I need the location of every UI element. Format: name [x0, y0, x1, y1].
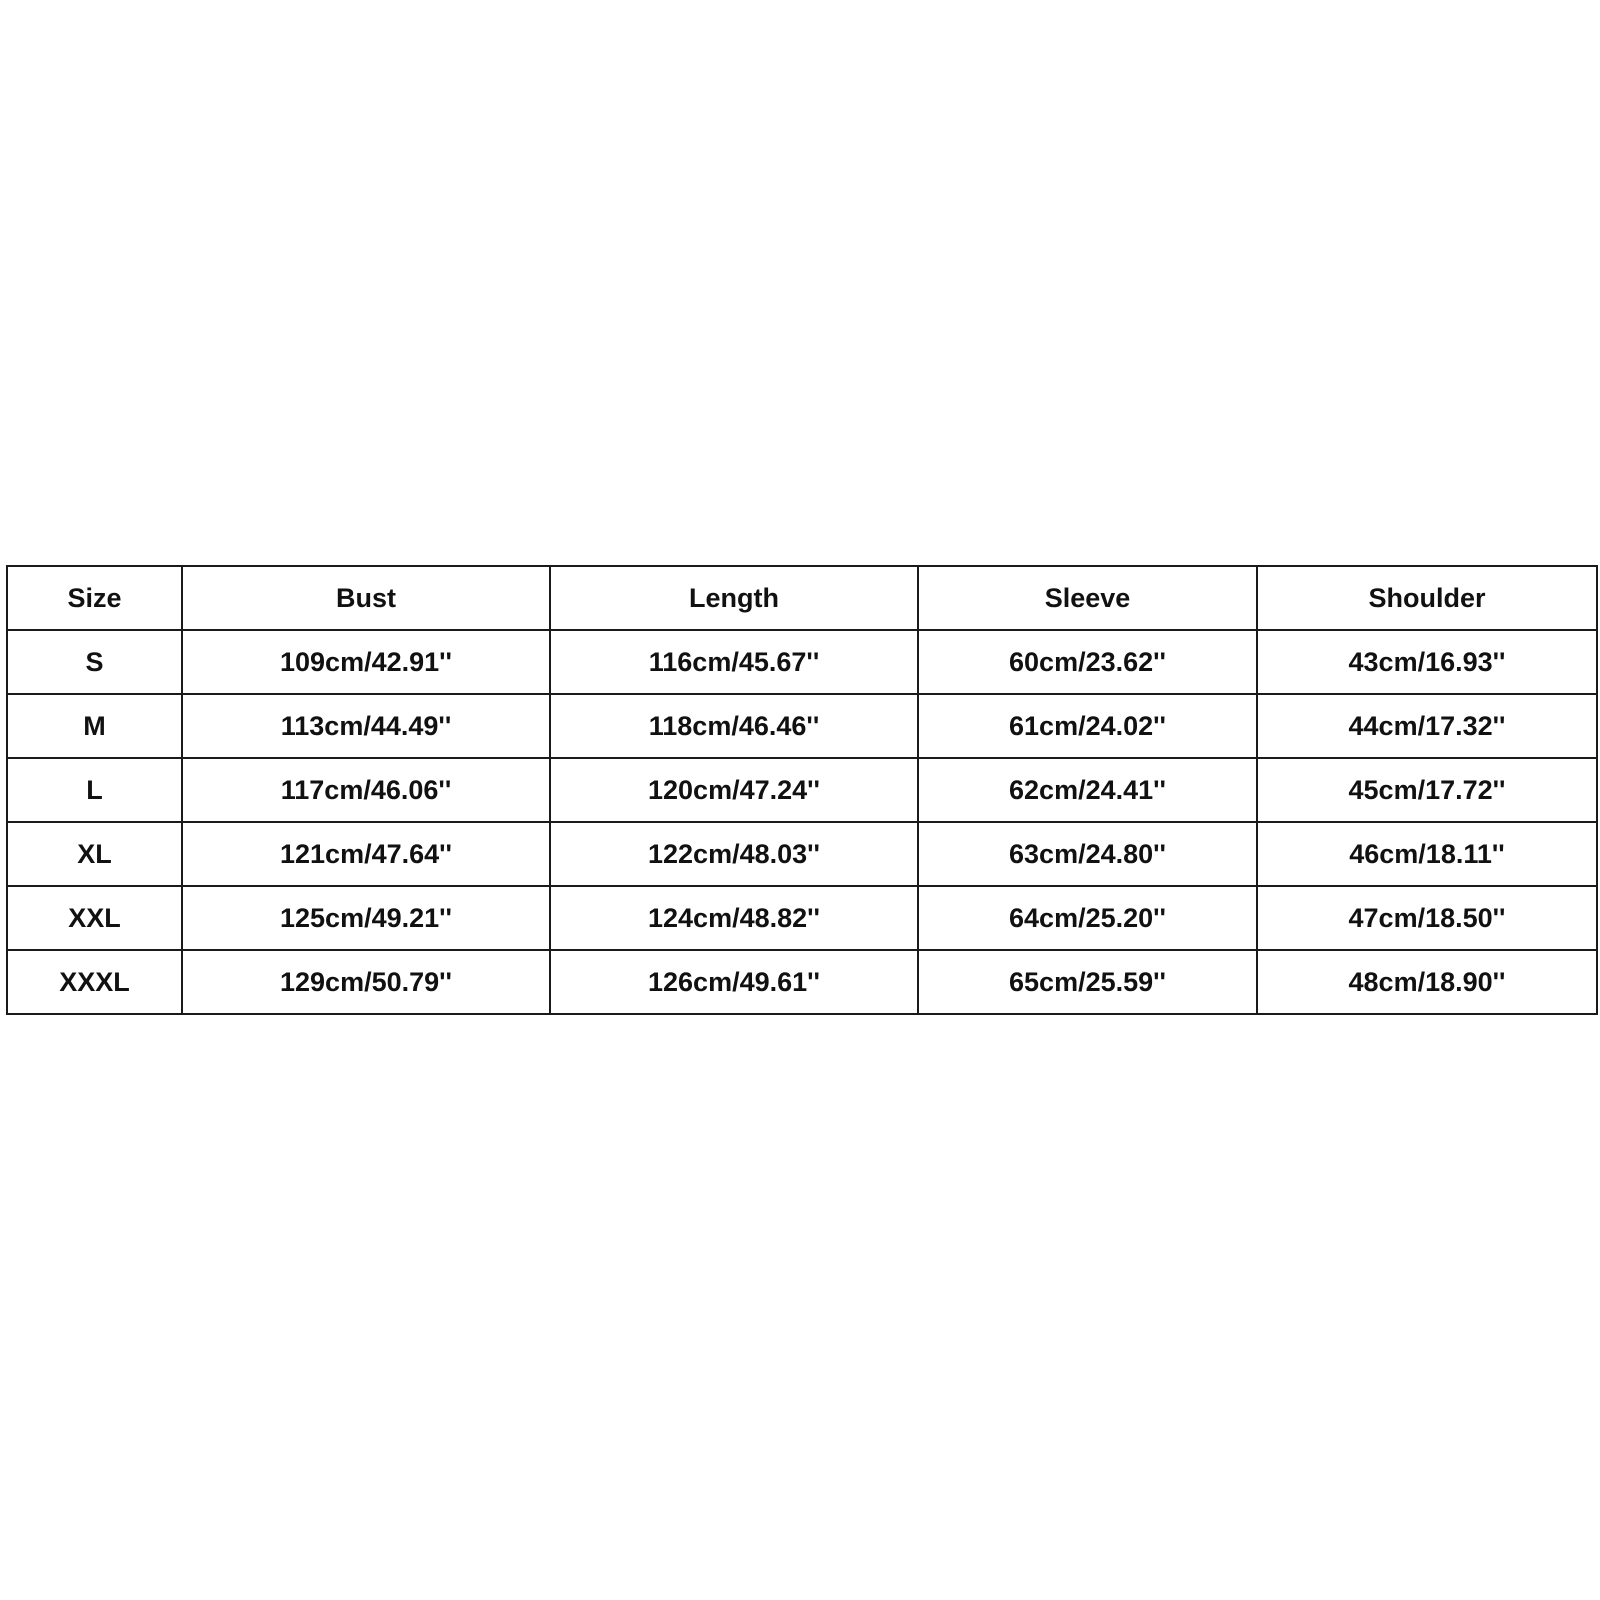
- cell-size: M: [7, 694, 182, 758]
- cell-shoulder: 45cm/17.72'': [1257, 758, 1597, 822]
- header-size: Size: [7, 566, 182, 630]
- cell-shoulder: 44cm/17.32'': [1257, 694, 1597, 758]
- cell-length: 124cm/48.82'': [550, 886, 918, 950]
- header-bust: Bust: [182, 566, 550, 630]
- header-length: Length: [550, 566, 918, 630]
- cell-length: 120cm/47.24'': [550, 758, 918, 822]
- cell-bust: 113cm/44.49'': [182, 694, 550, 758]
- cell-bust: 129cm/50.79'': [182, 950, 550, 1014]
- table-row: [7, 694, 1597, 758]
- cell-size: S: [7, 630, 182, 694]
- header-sleeve: Sleeve: [918, 566, 1257, 630]
- cell-sleeve: 64cm/25.20'': [918, 886, 1257, 950]
- cell-shoulder: 43cm/16.93'': [1257, 630, 1597, 694]
- cell-length: 116cm/45.67'': [550, 630, 918, 694]
- cell-sleeve: 62cm/24.41'': [918, 758, 1257, 822]
- cell-bust: 121cm/47.64'': [182, 822, 550, 886]
- cell-size: L: [7, 758, 182, 822]
- cell-sleeve: 65cm/25.59'': [918, 950, 1257, 1014]
- header-shoulder: Shoulder: [1257, 566, 1597, 630]
- table-row: [7, 822, 1597, 886]
- cell-bust: 125cm/49.21'': [182, 886, 550, 950]
- cell-sleeve: 63cm/24.80'': [918, 822, 1257, 886]
- cell-length: 126cm/49.61'': [550, 950, 918, 1014]
- table-row: [7, 630, 1597, 694]
- cell-bust: 109cm/42.91'': [182, 630, 550, 694]
- cell-size: XXXL: [7, 950, 182, 1014]
- table-row: [7, 886, 1597, 950]
- cell-sleeve: 61cm/24.02'': [918, 694, 1257, 758]
- cell-length: 122cm/48.03'': [550, 822, 918, 886]
- cell-shoulder: 46cm/18.11'': [1257, 822, 1597, 886]
- cell-sleeve: 60cm/23.62'': [918, 630, 1257, 694]
- header-row: [7, 566, 1597, 630]
- size-chart-table: [6, 565, 1598, 1015]
- cell-length: 118cm/46.46'': [550, 694, 918, 758]
- table-row: [7, 950, 1597, 1014]
- cell-size: XL: [7, 822, 182, 886]
- table-row: [7, 758, 1597, 822]
- cell-shoulder: 47cm/18.50'': [1257, 886, 1597, 950]
- cell-size: XXL: [7, 886, 182, 950]
- cell-shoulder: 48cm/18.90'': [1257, 950, 1597, 1014]
- cell-bust: 117cm/46.06'': [182, 758, 550, 822]
